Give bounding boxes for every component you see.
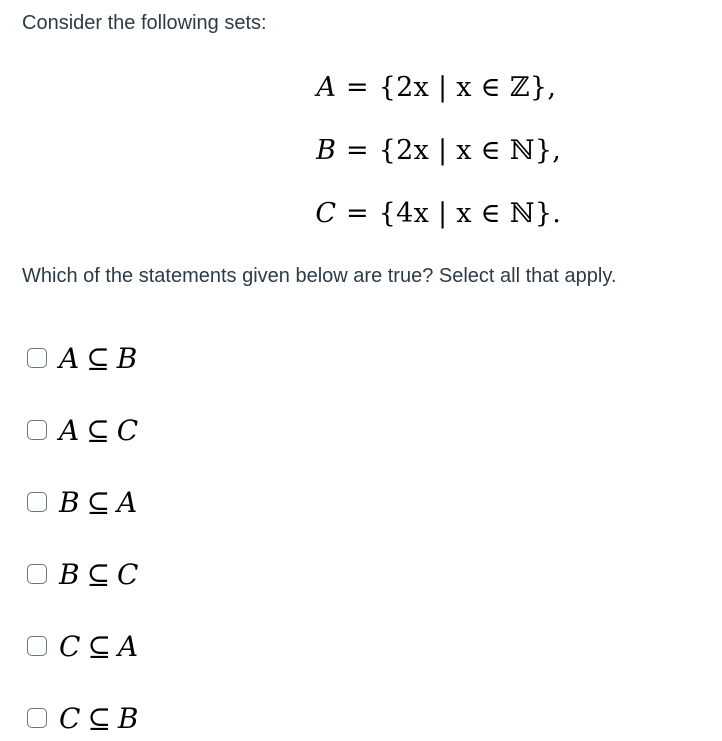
equation-rel: =	[346, 71, 369, 103]
checkbox[interactable]	[27, 564, 47, 584]
option-right: C	[116, 413, 139, 447]
option-op: ⊆	[86, 557, 111, 591]
option-op: ⊆	[86, 341, 110, 375]
equation-rel: =	[346, 197, 369, 229]
option-b-subset-a[interactable]	[27, 482, 137, 522]
question-text: Which of the statements given below are true? Select all that apply.	[22, 265, 617, 287]
equation-a	[306, 64, 556, 110]
intro-text: Consider the following sets:	[22, 12, 267, 34]
checkbox[interactable]	[27, 420, 47, 440]
option-left: B	[59, 485, 80, 519]
option-b-subset-c[interactable]	[27, 554, 138, 594]
option-a-subset-c[interactable]	[27, 410, 138, 450]
option-left: A	[59, 413, 80, 447]
equation-b	[306, 127, 561, 173]
equation-set: {2x | x ∈ ℤ},	[378, 71, 557, 103]
option-op: ⊆	[87, 701, 111, 735]
option-label	[59, 702, 138, 735]
option-left: B	[59, 557, 80, 591]
option-op: ⊆	[86, 413, 110, 447]
option-a-subset-b[interactable]	[27, 338, 137, 378]
option-right: A	[117, 485, 138, 519]
option-label	[59, 342, 137, 375]
option-right: A	[117, 629, 139, 663]
equation-var: C	[315, 197, 336, 229]
checkbox[interactable]	[27, 636, 47, 656]
option-right: B	[117, 701, 139, 735]
option-op: ⊆	[86, 485, 111, 519]
equation-set: {4x | x ∈ ℕ}.	[378, 197, 562, 229]
option-label	[59, 630, 138, 663]
checkbox[interactable]	[27, 492, 47, 512]
option-c-subset-b[interactable]	[27, 698, 138, 738]
equation-c	[306, 190, 561, 236]
option-left: C	[59, 629, 81, 663]
option-label	[59, 558, 138, 591]
checkbox[interactable]	[27, 708, 47, 728]
checkbox[interactable]	[27, 348, 47, 368]
equation-var: A	[316, 71, 336, 103]
option-left: A	[59, 341, 80, 375]
option-label	[59, 414, 138, 447]
option-right: B	[116, 341, 138, 375]
option-label	[59, 486, 137, 519]
option-c-subset-a[interactable]	[27, 626, 138, 666]
equation-set: {2x | x ∈ ℕ},	[378, 134, 562, 166]
option-left: C	[59, 701, 81, 735]
option-op: ⊆	[87, 629, 111, 663]
option-right: C	[117, 557, 139, 591]
equation-rel: =	[346, 134, 369, 166]
equation-var: B	[316, 134, 336, 166]
